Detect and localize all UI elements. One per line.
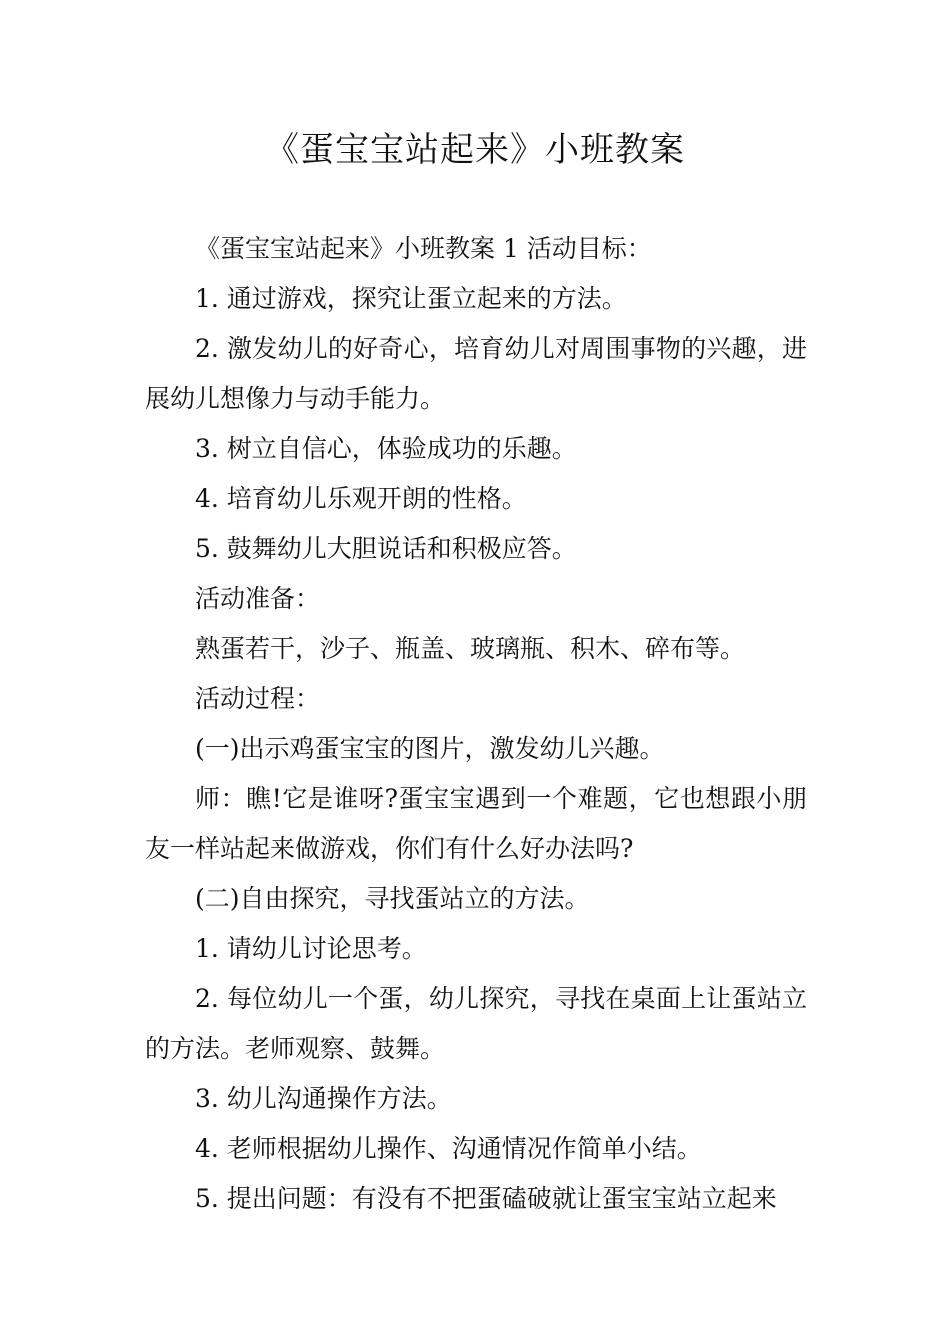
paragraph-materials: 熟蛋若干，沙子、瓶盖、玻璃瓶、积木、碎布等。	[195, 634, 746, 663]
paragraph-goal-3: 3. 树立自信心，体验成功的乐趣。	[195, 434, 577, 463]
document-title: 《蛋宝宝站起来》小班教案	[265, 130, 685, 170]
document-body	[145, 224, 807, 1224]
paragraph-substep-2: 2. 每位幼儿一个蛋，幼儿探究，寻找在桌面上让蛋站立的方法。老师观察、鼓舞。	[145, 984, 807, 1063]
paragraph-goal-1: 1. 通过游戏，探究让蛋立起来的方法。	[195, 284, 627, 313]
paragraph-teacher-dialogue: 师：瞧!它是谁呀?蛋宝宝遇到一个难题，它也想跟小朋友一样站起来做游戏，你们有什么好办法吗?	[145, 784, 807, 863]
paragraph-goal-4: 4. 培育幼儿乐观开朗的性格。	[195, 484, 527, 513]
paragraph-intro: 《蛋宝宝站起来》小班教案 1 活动目标：	[195, 234, 652, 263]
heading-process: 活动过程：	[195, 684, 321, 713]
paragraph-substep-4: 4. 老师根据幼儿操作、沟通情况作简单小结。	[195, 1134, 702, 1163]
paragraph-substep-5: 5. 提出问题：有没有不把蛋磕破就让蛋宝宝站立起来	[195, 1184, 777, 1213]
paragraph-substep-3: 3. 幼儿沟通操作方法。	[195, 1084, 452, 1113]
paragraph-substep-1: 1. 请幼儿讨论思考。	[195, 934, 427, 963]
heading-preparation: 活动准备：	[195, 584, 321, 613]
paragraph-step-1: (一)出示鸡蛋宝宝的图片，激发幼儿兴趣。	[195, 734, 665, 763]
paragraph-goal-2: 2. 激发幼儿的好奇心，培育幼儿对周围事物的兴趣，进展幼儿想像力与动手能力。	[145, 334, 807, 413]
paragraph-step-2: (二)自由探究，寻找蛋站立的方法。	[195, 884, 590, 913]
paragraph-goal-5: 5. 鼓舞幼儿大胆说话和积极应答。	[195, 534, 577, 563]
